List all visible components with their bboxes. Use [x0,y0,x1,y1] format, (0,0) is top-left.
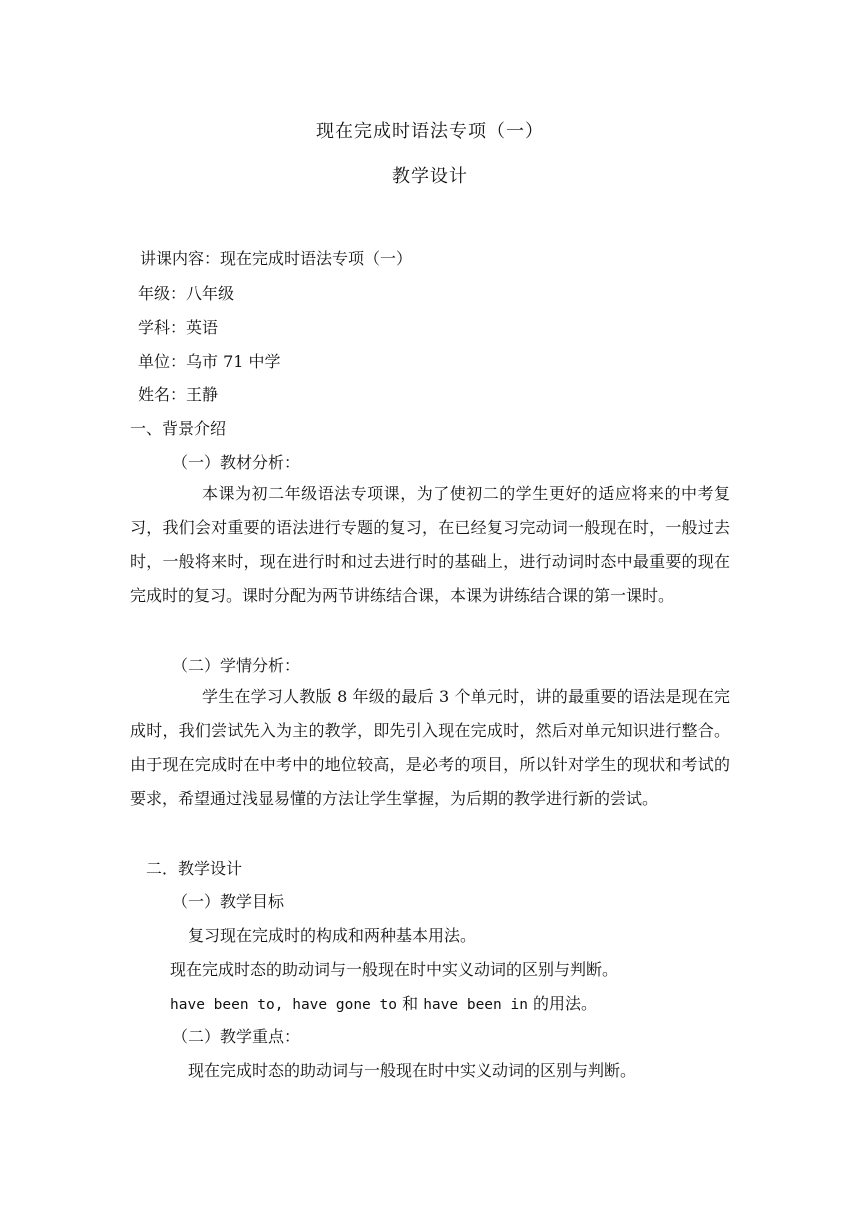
goal-item-3 [170,991,597,1014]
section-1-heading: 一、背景介绍 [130,419,227,438]
info-name: 姓名：王静 [138,385,219,404]
info-grade: 年级：八年级 [138,284,235,303]
info-content: 讲课内容：现在完成时语法专项（一） [140,249,413,268]
section-1-sub1-text: 本课为初二年级语法专项课，为了使初二的学生更好的适应将来的中考复习，我们会对重要的语法进行专题的复习，在已经复习完动词一般现在时，一般过去时，一般将来时，现在进行时和过去进行时的基础上，进行动词时态中最重要的现在完成时的复习。课时分配为两节讲练结合课，本课为讲练结合课的第一课时。 [130,484,730,605]
info-unit: 单位：乌市 71 中学 [138,352,281,371]
goal-item-3-end: 的用法。 [533,994,598,1013]
info-subject: 学科：英语 [138,318,219,337]
section-1-sub1-heading: （一）教材分析： [172,453,301,472]
key-heading: （二）教学重点： [172,1027,301,1046]
section-1-sub2-heading: （二）学情分析： [172,656,301,675]
document-title: 现在完成时语法专项（一） [316,121,544,142]
goal-item-2: 现在完成时态的助动词与一般现在时中实义动词的区别与判断。 [170,960,619,979]
goal-item-3-phrase-2: have been in [423,997,528,1013]
goal-heading: （一）教学目标 [172,892,285,911]
goal-item-1: 复习现在完成时的构成和两种基本用法。 [188,926,477,945]
section-2-heading: 二．教学设计 [146,859,243,878]
goal-item-3-connector: 和 [402,994,419,1013]
key-item-1: 现在完成时态的助动词与一般现在时中实义动词的区别与判断。 [188,1061,637,1080]
section-1-sub2-text: 学生在学习人教版 8 年级的最后 3 个单元时，讲的最重要的语法是现在完成时，我们尝试先入为主的教学，即先引入现在完成时，然后对单元知识进行整合。由于现在完成时在中考中的地位较高，是必考的项目，所以针对学生的现状和考试的要求，希望通过浅显易懂的方法让学生掌握，为后期的教学进行新的尝试。 [130,687,730,808]
document-subtitle: 教学设计 [392,166,468,187]
goal-item-3-phrases: have been to, have gone to [170,997,397,1013]
